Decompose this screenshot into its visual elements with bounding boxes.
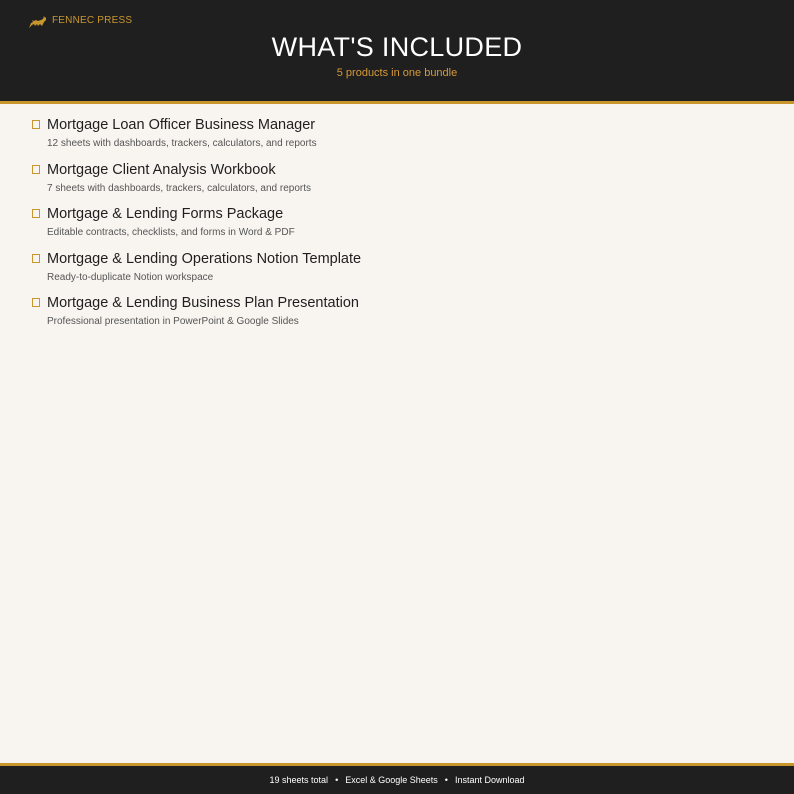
item-description: Professional presentation in PowerPoint & Google Slides <box>47 316 299 327</box>
checkbox-icon <box>32 165 40 174</box>
checkbox-icon <box>32 298 40 307</box>
item-title: Mortgage & Lending Business Plan Presentation <box>47 295 359 311</box>
item-description: 12 sheets with dashboards, trackers, calculators, and reports <box>47 138 317 149</box>
header-bar <box>0 0 794 101</box>
checkbox-icon <box>32 254 40 263</box>
footer-bar <box>0 766 794 794</box>
item-description: Ready-to-duplicate Notion workspace <box>47 271 214 283</box>
footer-sheets-total: 19 sheets total <box>269 775 329 785</box>
item-description: 7 sheets with dashboards, trackers, calculators, and reports <box>47 182 312 194</box>
footer-formats: Excel & Google Sheets <box>345 775 438 785</box>
list-item <box>30 161 760 206</box>
page-subtitle: 5 products in one bundle <box>336 67 458 79</box>
footer-separator: • <box>444 775 448 785</box>
page-title: WHAT'S INCLUDED <box>271 32 523 62</box>
footer-download: Instant Download <box>454 775 525 785</box>
item-title: Mortgage & Lending Operations Notion Template <box>47 250 362 267</box>
checkbox-icon <box>32 120 40 129</box>
header-divider <box>0 101 794 104</box>
product-list <box>30 116 760 339</box>
list-item <box>30 294 760 339</box>
checkbox-icon <box>32 209 40 218</box>
item-title: Mortgage Loan Officer Business Manager <box>47 117 316 133</box>
brand-name: FENNEC PRESS <box>52 15 133 26</box>
list-item <box>30 250 760 295</box>
list-item <box>30 116 760 161</box>
item-title: Mortgage Client Analysis Workbook <box>47 161 276 178</box>
item-title: Mortgage & Lending Forms Package <box>47 206 284 222</box>
brand <box>28 12 132 30</box>
item-description: Editable contracts, checklists, and forms in Word & PDF <box>47 227 295 238</box>
footer-separator: • <box>335 775 339 785</box>
fox-icon <box>28 13 47 29</box>
list-item <box>30 205 760 250</box>
